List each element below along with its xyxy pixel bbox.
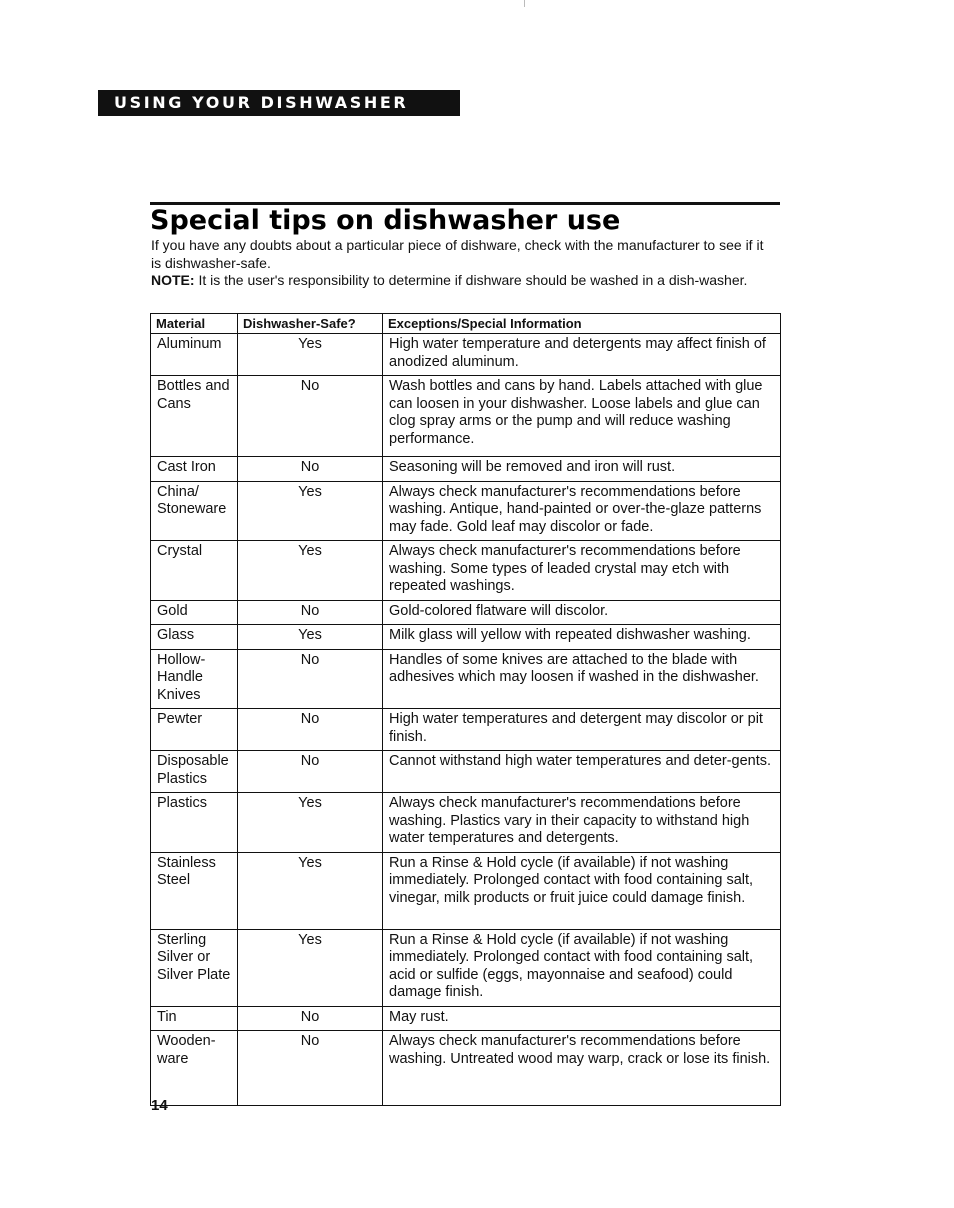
material-cell: Gold xyxy=(151,600,238,625)
info-cell: Seasoning will be removed and iron will rust. xyxy=(383,457,781,482)
safe-cell: No xyxy=(238,1006,383,1031)
safe-cell: No xyxy=(238,457,383,482)
note-paragraph xyxy=(151,272,776,290)
safe-cell: No xyxy=(238,751,383,793)
material-cell: Cast Iron xyxy=(151,457,238,482)
material-cell: Bottles and Cans xyxy=(151,376,238,457)
info-cell: Cannot withstand high water temperatures and deter-gents. xyxy=(383,751,781,793)
material-cell: Glass xyxy=(151,625,238,650)
material-cell: Wooden-ware xyxy=(151,1031,238,1106)
note-text: It is the user's responsibility to determine if dishware should be washed in a dish-washer. xyxy=(194,272,748,288)
info-cell: High water temperatures and detergent may discolor or pit finish. xyxy=(383,709,781,751)
intro-paragraph: If you have any doubts about a particular piece of dishware, check with the manufacturer to see if it is dishwasher-safe. xyxy=(151,237,764,271)
header-exceptions: Exceptions/Special Information xyxy=(383,314,781,334)
material-cell: Tin xyxy=(151,1006,238,1031)
table-row xyxy=(151,481,781,541)
page-number: 14 xyxy=(151,1097,168,1114)
table-row xyxy=(151,1006,781,1031)
dishware-tips-table xyxy=(150,313,781,1106)
table-header-row xyxy=(151,314,781,334)
note-label: NOTE: xyxy=(151,272,195,288)
safe-cell: Yes xyxy=(238,793,383,853)
info-cell: Handles of some knives are attached to the blade with adhesives which may loosen if washed in the dishwasher. xyxy=(383,649,781,709)
table-row xyxy=(151,541,781,601)
page-title: Special tips on dishwasher use xyxy=(150,205,621,236)
info-cell: May rust. xyxy=(383,1006,781,1031)
material-cell: Sterling Silver or Silver Plate xyxy=(151,929,238,1006)
table-row xyxy=(151,709,781,751)
table-row xyxy=(151,852,781,929)
safe-cell: Yes xyxy=(238,334,383,376)
safe-cell: No xyxy=(238,376,383,457)
info-cell: High water temperature and detergents may affect finish of anodized aluminum. xyxy=(383,334,781,376)
material-cell: Crystal xyxy=(151,541,238,601)
safe-cell: No xyxy=(238,600,383,625)
info-cell: Wash bottles and cans by hand. Labels attached with glue can loosen in your dishwasher. Loose labels and glue can clog spray arms or the pump and will reduce washing performance. xyxy=(383,376,781,457)
info-cell: Always check manufacturer's recommendations before washing. Some types of leaded crystal may etch with repeated washings. xyxy=(383,541,781,601)
table-row xyxy=(151,625,781,650)
info-cell: Gold-colored flatware will discolor. xyxy=(383,600,781,625)
material-cell: Hollow-Handle Knives xyxy=(151,649,238,709)
table-row xyxy=(151,929,781,1006)
safe-cell: No xyxy=(238,709,383,751)
table-row xyxy=(151,649,781,709)
material-cell: Disposable Plastics xyxy=(151,751,238,793)
material-cell: Pewter xyxy=(151,709,238,751)
material-cell: Plastics xyxy=(151,793,238,853)
info-cell: Always check manufacturer's recommendations before washing. Untreated wood may warp, crack or lose its finish. xyxy=(383,1031,781,1106)
info-cell: Always check manufacturer's recommendations before washing. Antique, hand-painted or over-the-glaze patterns may fade. Gold leaf may discolor or fade. xyxy=(383,481,781,541)
material-cell: Aluminum xyxy=(151,334,238,376)
table-row xyxy=(151,751,781,793)
scan-mark xyxy=(524,0,525,7)
info-cell: Milk glass will yellow with repeated dishwasher washing. xyxy=(383,625,781,650)
info-cell: Run a Rinse & Hold cycle (if available) if not washing immediately. Prolonged contact with food containing salt, acid or sulfide (eggs, mayonnaise and seafood) could damage finish. xyxy=(383,929,781,1006)
safe-cell: Yes xyxy=(238,541,383,601)
section-banner: USING YOUR DISHWASHER xyxy=(98,90,460,116)
safe-cell: Yes xyxy=(238,929,383,1006)
info-cell: Run a Rinse & Hold cycle (if available) if not washing immediately. Prolonged contact with food containing salt, vinegar, milk products or fruit juice could damage finish. xyxy=(383,852,781,929)
safe-cell: Yes xyxy=(238,481,383,541)
table-row xyxy=(151,376,781,457)
safe-cell: No xyxy=(238,649,383,709)
table-row xyxy=(151,334,781,376)
table-row xyxy=(151,793,781,853)
safe-cell: Yes xyxy=(238,625,383,650)
header-dishwasher-safe: Dishwasher-Safe? xyxy=(238,314,383,334)
table-row xyxy=(151,600,781,625)
table-row xyxy=(151,457,781,482)
info-cell: Always check manufacturer's recommendations before washing. Plastics vary in their capacity to withstand high water temperatures and detergents. xyxy=(383,793,781,853)
header-material: Material xyxy=(151,314,238,334)
safe-cell: Yes xyxy=(238,852,383,929)
table-row xyxy=(151,1031,781,1106)
material-cell: China/ Stoneware xyxy=(151,481,238,541)
safe-cell: No xyxy=(238,1031,383,1106)
material-cell: Stainless Steel xyxy=(151,852,238,929)
